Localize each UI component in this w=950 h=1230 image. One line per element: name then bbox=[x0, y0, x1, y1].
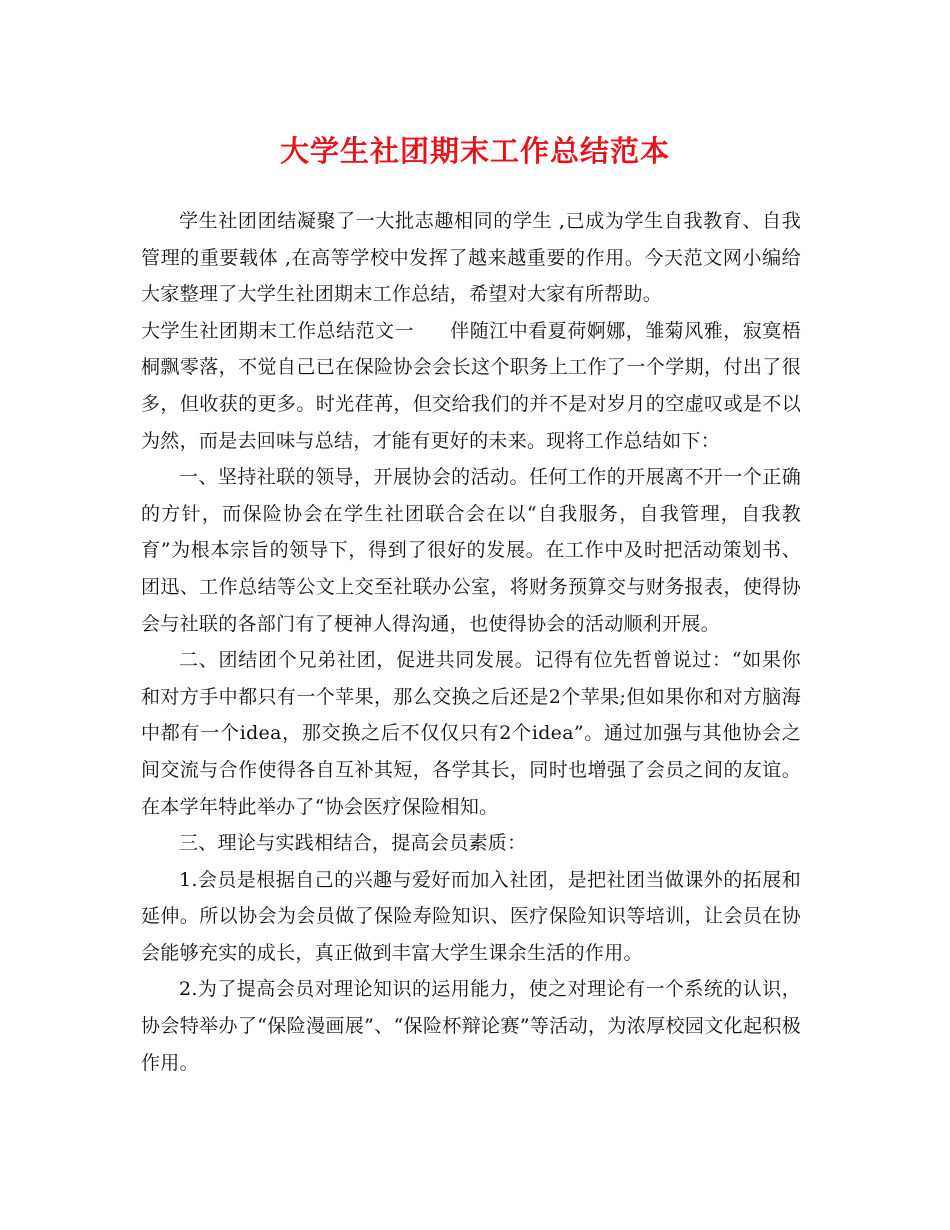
body-paragraph: 2.为了提高会员对理论知识的运用能力，使之对理论有一个系统的认识，协会特举办了“保险漫画展”、“保险杯辩论赛”等活动，为浓厚校园文化起积极作用。 bbox=[141, 978, 801, 1074]
body-paragraph: 三、理论与实践相结合，提高会员素质： bbox=[179, 832, 527, 855]
document-body bbox=[141, 203, 801, 1081]
body-paragraph: 一、坚持社联的领导，开展协会的活动。任何工作的开展离不开一个正确的方针，而保险协会在学生社团联合会在以“自我服务，自我管理，自我教育”为根本宗旨的领导下，得到了很好的发展。在工作中及时把活动策划书、团迅、工作总结等公文上交至社联办公室，将财务预算交与财务报表，使得协会与社联的各部门有了梗神人得沟通，也使得协会的活动顺利开展。 bbox=[141, 466, 801, 635]
sample-opening: 伴随江中看夏荷婀娜，雏菊风雅，寂寞梧桐飘零落，不觉自己已在保险协会会长这个职务上工作了一个学期，付出了很多，但收获的更多。时光荏苒，但交给我们的并不是对岁月的空虚叹或是不以为然，而是去回味与总结，才能有更好的未来。现将工作总结如下： bbox=[141, 319, 801, 452]
body-paragraph: 1.会员是根据自己的兴趣与爱好而加入社团，是把社团当做课外的拓展和延伸。所以协会为会员做了保险寿险知识、医疗保险知识等培训，让会员在协会能够充实的成长，真正做到丰富大学生课余生活的作用。 bbox=[141, 868, 801, 964]
document-title: 大学生社团期末工作总结范本 bbox=[279, 134, 670, 168]
intro-paragraph: 学生社团团结凝聚了一大批志趣相同的学生 ,已成为学生自我教育、自我管理的重要载体 ,在高等学校中发挥了越来越重要的作用。今天范文网小编给大家整理了大学生社团期末工作总结，希望对大家有所帮助。 bbox=[141, 210, 801, 306]
body-paragraph: 二、团结团个兄弟社团，促进共同发展。记得有位先哲曾说过：“如果你和对方手中都只有一个苹果，那么交换之后还是2个苹果;但如果你和对方脑海中都有一个idea，那交换之后不仅仅只有2个idea”。通过加强与其他协会之间交流与合作使得各自互补其短，各学其长，同时也增强了会员之间的友谊。在本学年特此举办了“协会医疗保险相知。 bbox=[141, 649, 801, 818]
sample-heading: 大学生社团期末工作总结范文一 bbox=[141, 319, 414, 342]
sample-paragraph bbox=[141, 313, 801, 459]
